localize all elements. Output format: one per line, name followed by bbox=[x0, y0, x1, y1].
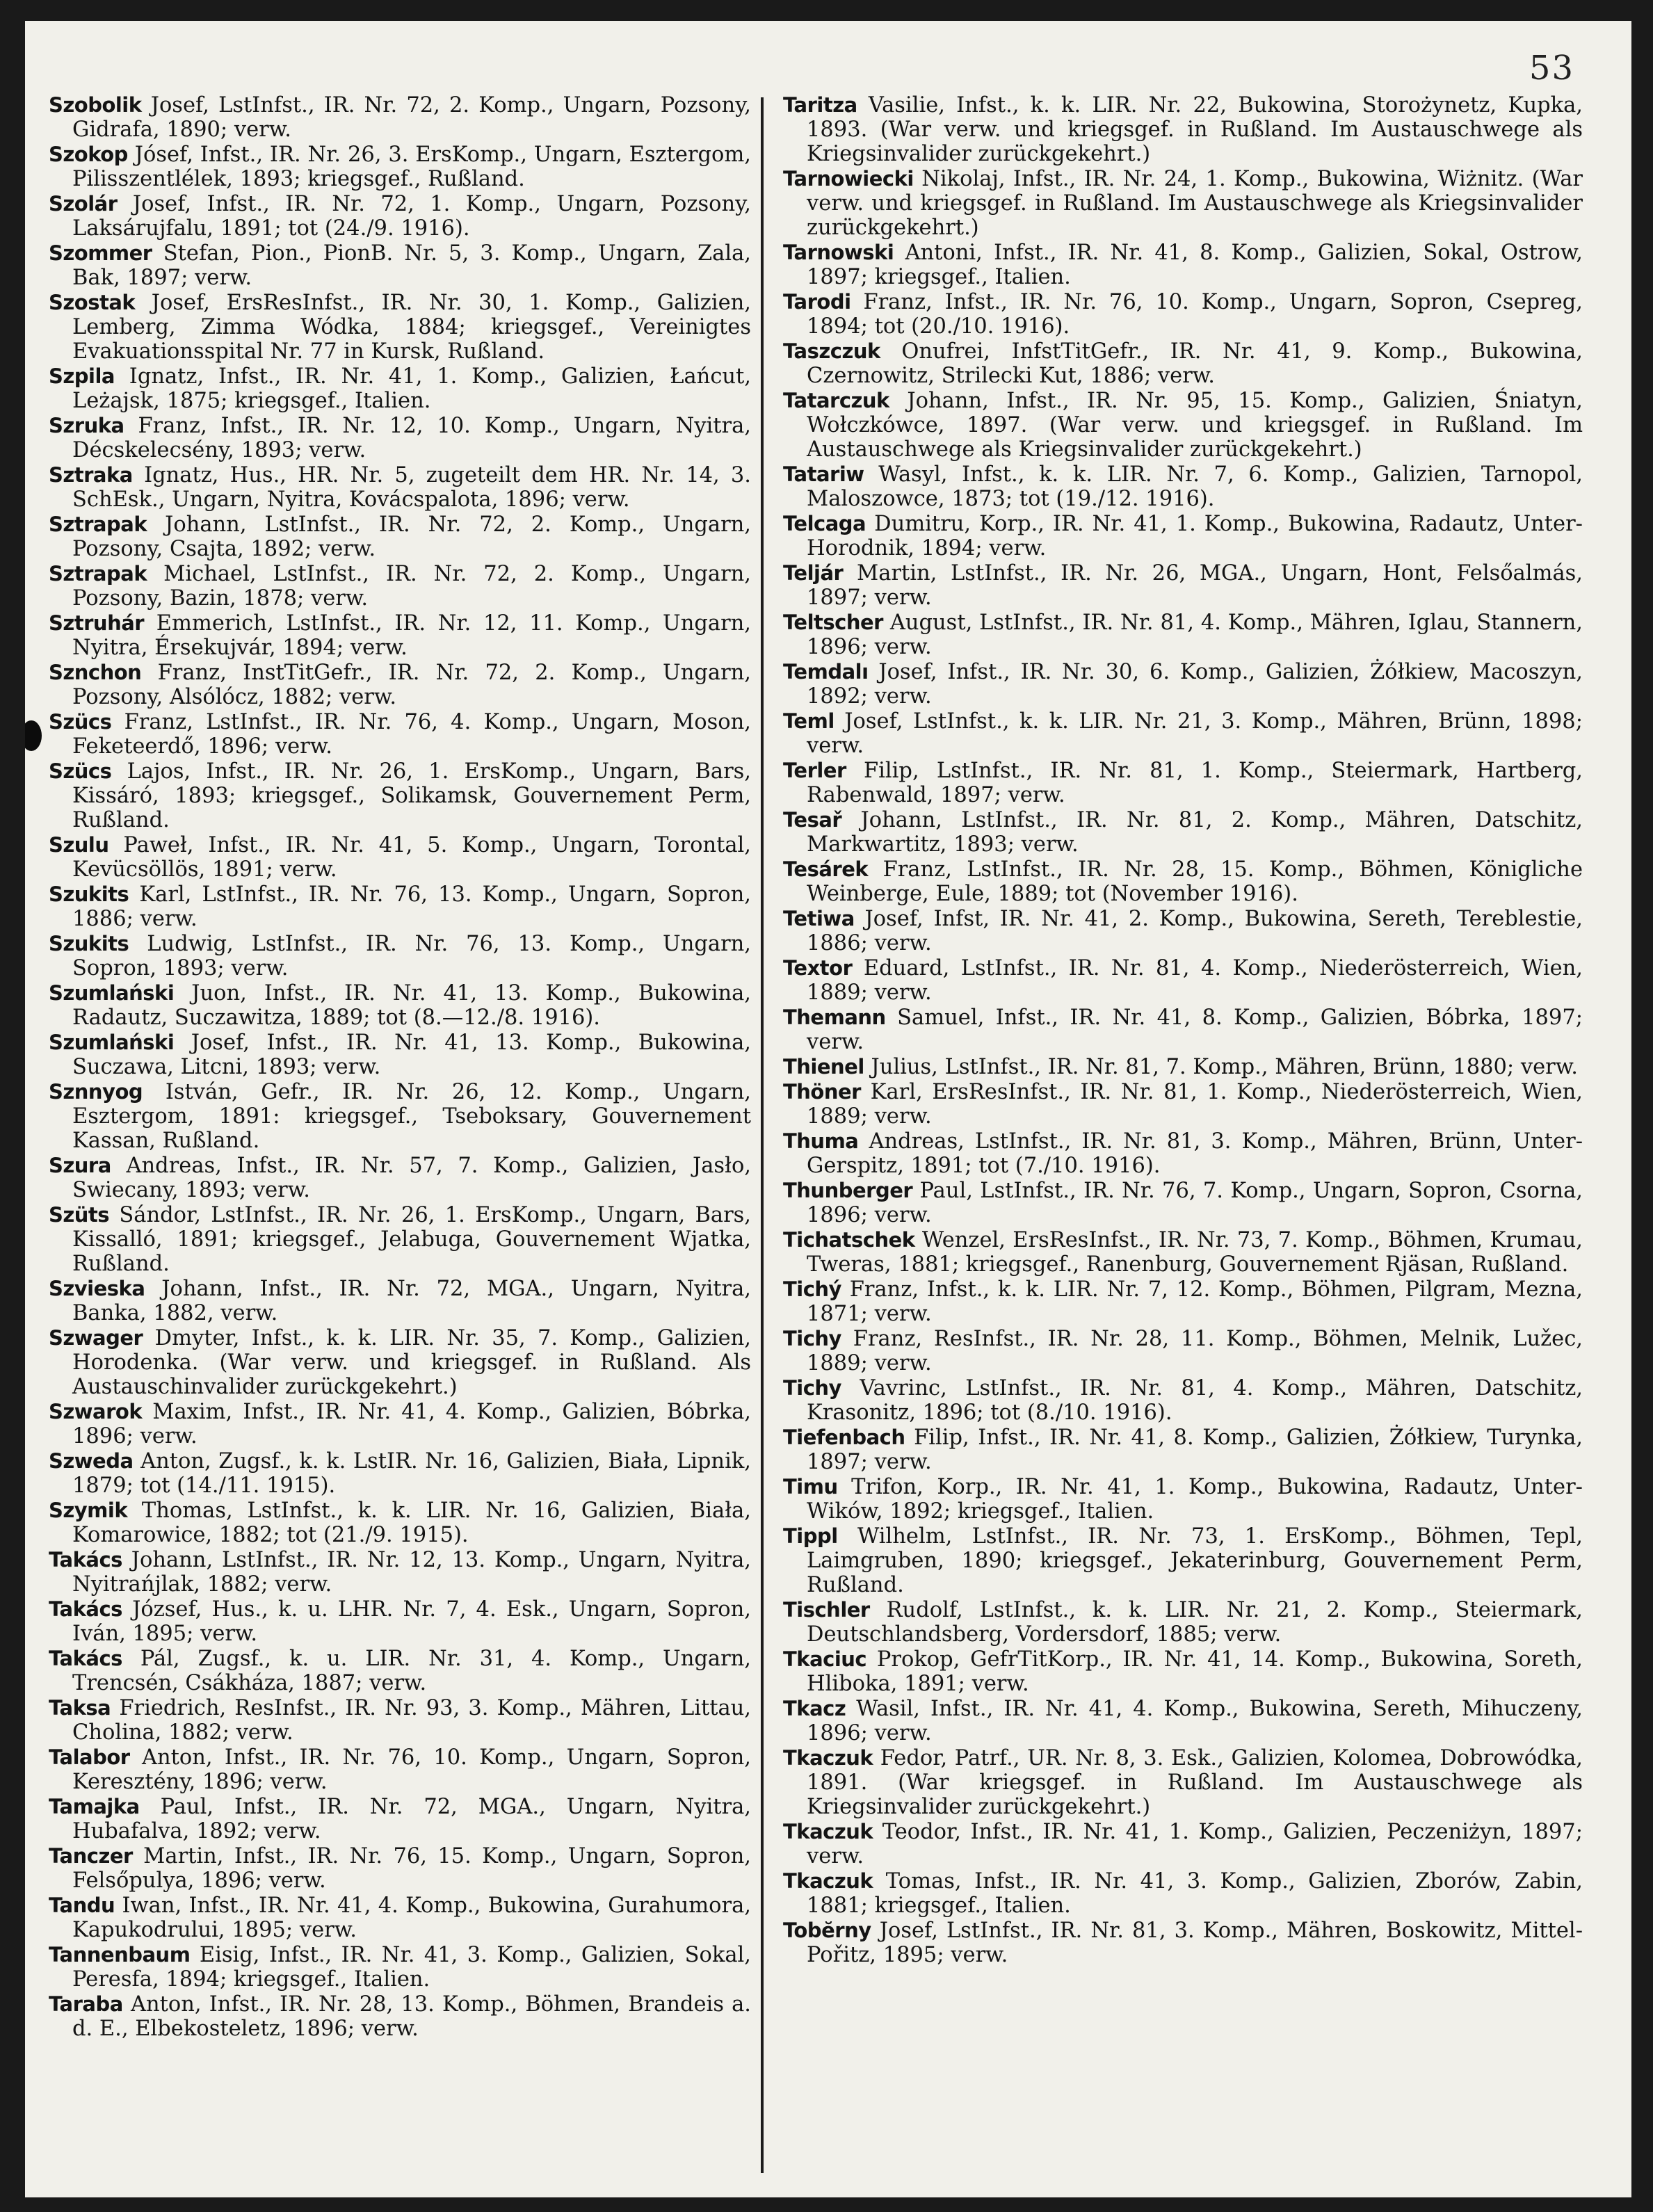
entry-details: Martin, LstInfst., IR. Nr. 26, MGA., Ungarn, Hont, Felsőalmás, 1897; verw. bbox=[807, 561, 1583, 610]
column-divider bbox=[761, 97, 764, 2173]
list-entry bbox=[783, 1129, 1583, 1178]
list-entry bbox=[783, 1746, 1583, 1819]
entry-surname: Szvieska bbox=[49, 1277, 145, 1300]
entry-surname: Timu bbox=[783, 1475, 838, 1499]
list-entry bbox=[49, 1894, 751, 1942]
entry-details: Paul, Infst., IR. Nr. 72, MGA., Ungarn, Nyitra, Hubafalva, 1892; verw. bbox=[72, 1795, 751, 1843]
entry-surname: Tesárek bbox=[783, 857, 869, 881]
list-entry bbox=[49, 661, 751, 709]
list-entry bbox=[49, 710, 751, 759]
entry-surname: Thuma bbox=[783, 1129, 859, 1153]
list-entry bbox=[783, 339, 1583, 388]
entry-surname: Szokop bbox=[49, 143, 128, 166]
entry-surname: Tichatschek bbox=[783, 1228, 915, 1252]
list-entry bbox=[783, 1697, 1583, 1745]
list-entry bbox=[49, 1597, 751, 1646]
list-entry bbox=[49, 1277, 751, 1325]
entry-surname: Sztruhár bbox=[49, 611, 145, 635]
entry-details: Franz, LstInfst., IR. Nr. 76, 4. Komp., Ungarn, Moson, Feketeerdő, 1896; verw. bbox=[72, 710, 751, 759]
entry-surname: Szymik bbox=[49, 1499, 128, 1522]
list-entry bbox=[49, 1943, 751, 1992]
list-entry bbox=[783, 611, 1583, 659]
entry-surname: Taksa bbox=[49, 1696, 111, 1720]
entry-details: Josef, Infst, IR. Nr. 41, 2. Komp., Bukowina, Sereth, Tereblestie, 1886; verw. bbox=[807, 907, 1583, 955]
entry-details: Maxim, Infst., IR. Nr. 41, 4. Komp., Galizien, Bóbrka, 1896; verw. bbox=[72, 1400, 751, 1448]
entry-details: Franz, Infst., IR. Nr. 76, 10. Komp., Ungarn, Sopron, Csepreg, 1894; tot (20./10. 1916). bbox=[807, 290, 1583, 339]
entry-surname: Szweda bbox=[49, 1449, 134, 1473]
entry-surname: Taszczuk bbox=[783, 339, 880, 363]
entry-surname: Tkaczuk bbox=[783, 1746, 873, 1770]
list-entry bbox=[49, 981, 751, 1030]
list-entry bbox=[49, 1031, 751, 1079]
list-entry bbox=[783, 1426, 1583, 1474]
entry-surname: Szpila bbox=[49, 364, 115, 388]
entry-surname: Tatarczuk bbox=[783, 389, 889, 412]
entry-surname: Szobolik bbox=[49, 93, 142, 117]
entry-details: Lajos, Infst., IR. Nr. 26, 1. ErsKomp., Ungarn, Bars, Kissáró, 1893; kriegsgef., Solikamsk, Gouvernement Perm, Rußland. bbox=[72, 759, 751, 832]
entry-surname: Szwarok bbox=[49, 1400, 143, 1423]
entry-details: Johann, LstInfst., IR. Nr. 81, 2. Komp., Mähren, Datschitz, Markwartitz, 1893; verw. bbox=[807, 808, 1583, 857]
entry-details: Eisig, Infst., IR. Nr. 41, 3. Komp., Galizien, Sokal, Peresfa, 1894; kriegsgef., Italien. bbox=[72, 1943, 751, 1992]
entry-details: Stefan, Pion., PionB. Nr. 5, 3. Komp., Ungarn, Zala, Bak, 1897; verw. bbox=[72, 241, 751, 290]
entry-details: Josef, Infst., IR. Nr. 41, 13. Komp., Bukowina, Suczawa, Litcni, 1893; verw. bbox=[72, 1031, 751, 1079]
entry-details: Andreas, Infst., IR. Nr. 57, 7. Komp., Galizien, Jasło, Swiecany, 1893; verw. bbox=[72, 1154, 751, 1202]
entry-details: Franz, LstInfst., IR. Nr. 28, 15. Komp., Böhmen, Königliche Weinberge, Eule, 1889; tot (November 1916). bbox=[807, 857, 1583, 906]
entry-details: Johann, LstInfst., IR. Nr. 72, 2. Komp., Ungarn, Pozsony, Csajta, 1892; verw. bbox=[72, 512, 751, 561]
list-entry bbox=[49, 143, 751, 191]
entry-surname: Szücs bbox=[49, 759, 112, 783]
entry-surname: Tetiwa bbox=[783, 907, 855, 930]
list-entry bbox=[49, 1795, 751, 1843]
list-entry bbox=[49, 241, 751, 290]
entry-details: Wenzel, ErsResInfst., IR. Nr. 73, 7. Komp., Böhmen, Krumau, Tweras, 1881; kriegsgef., Ranenburg, Gouvernement Rjäsan, Rußland. bbox=[807, 1228, 1583, 1277]
list-entry bbox=[783, 512, 1583, 560]
entry-details: Iwan, Infst., IR. Nr. 41, 4. Komp., Bukowina, Gurahumora, Kapukodrului, 1895; verw. bbox=[72, 1894, 751, 1942]
entry-surname: Tkaciuc bbox=[783, 1647, 867, 1671]
list-entry bbox=[783, 759, 1583, 807]
entry-details: Juon, Infst., IR. Nr. 41, 13. Komp., Bukowina, Radautz, Suczawitza, 1889; tot (8.—12./8. 1916). bbox=[72, 981, 751, 1030]
list-entry bbox=[49, 1647, 751, 1695]
entry-details: Paul, LstInfst., IR. Nr. 76, 7. Komp., Ungarn, Sopron, Csorna, 1896; verw. bbox=[807, 1179, 1583, 1227]
entry-details: Ludwig, LstInfst., IR. Nr. 76, 13. Komp., Ungarn, Sopron, 1893; verw. bbox=[72, 932, 751, 980]
entry-surname: Tichy bbox=[783, 1327, 841, 1350]
entry-details: Trifon, Korp., IR. Nr. 41, 1. Komp., Bukowina, Radautz, Unter-Wików, 1892; kriegsgef., Italien. bbox=[807, 1475, 1583, 1524]
entry-surname: Thienel bbox=[783, 1055, 864, 1079]
entry-details: Josef, LstInfst., k. k. LIR. Nr. 21, 3. Komp., Mähren, Brünn, 1898; verw. bbox=[807, 709, 1583, 758]
entry-surname: Tichy bbox=[783, 1376, 841, 1400]
entry-details: Franz, Infst., IR. Nr. 12, 10. Komp., Ungarn, Nyitra, Décskelecsény, 1893; verw. bbox=[72, 414, 751, 462]
entry-details: Ignatz, Hus., HR. Nr. 5, zugeteilt dem HR. Nr. 14, 3. SchEsk., Ungarn, Nyitra, Kovácspalota, 1896; verw. bbox=[72, 463, 751, 512]
list-entry bbox=[783, 1475, 1583, 1524]
entry-details: Josef, Infst., IR. Nr. 72, 1. Komp., Ungarn, Pozsony, Laksárujfalu, 1891; tot (24./9. 1916). bbox=[72, 192, 751, 241]
entry-details: István, Gefr., IR. Nr. 26, 12. Komp., Ungarn, Esztergom, 1891: kriegsgef., Tseboksary, Gouvernement Kassan, Rußland. bbox=[72, 1080, 751, 1153]
entry-surname: Textor bbox=[783, 956, 853, 980]
list-entry bbox=[783, 1820, 1583, 1868]
entry-details: Johann, Infst., IR. Nr. 95, 15. Komp., Galizien, Śniatyn, Wołczkówce, 1897. (War verw. und kriegsgef. in Rußland. Im Austauschwege als Kriegsinvalider zurückgekehrt.) bbox=[807, 389, 1583, 462]
entry-details: Dumitru, Korp., IR. Nr. 41, 1. Komp., Bukowina, Radautz, Unter-Horodnik, 1894; verw. bbox=[807, 512, 1583, 560]
page-number: 53 bbox=[1529, 49, 1574, 88]
list-entry bbox=[49, 833, 751, 882]
list-entry bbox=[49, 1696, 751, 1745]
right-column bbox=[783, 93, 1583, 1968]
entry-details: Friedrich, ResInfst., IR. Nr. 93, 3. Komp., Mähren, Littau, Cholina, 1882; verw. bbox=[72, 1696, 751, 1745]
list-entry bbox=[49, 512, 751, 561]
entry-details: József, Hus., k. u. LHR. Nr. 7, 4. Esk., Ungarn, Sopron, Iván, 1895; verw. bbox=[72, 1597, 751, 1646]
list-entry bbox=[783, 808, 1583, 857]
entry-details: Emmerich, LstInfst., IR. Nr. 12, 11. Komp., Ungarn, Nyitra, Érsekujvár, 1894; verw. bbox=[72, 611, 751, 660]
entry-surname: Tarnowiecki bbox=[783, 167, 914, 191]
entry-details: Pál, Zugsf., k. u. LIR. Nr. 31, 4. Komp., Ungarn, Trencsén, Csákháza, 1887; verw. bbox=[72, 1647, 751, 1695]
list-entry bbox=[49, 932, 751, 980]
entry-details: Nikolaj, Infst., IR. Nr. 24, 1. Komp., Bukowina, Wiżnitz. (War verw. und kriegsgef. in Rußland. Im Austauschwege als Kriegsinvalider zurückgekehrt.) bbox=[807, 167, 1583, 240]
list-entry bbox=[783, 93, 1583, 166]
entry-surname: Sznchon bbox=[49, 661, 142, 684]
entry-details: Franz, InstTitGefr., IR. Nr. 72, 2. Komp., Ungarn, Pozsony, Alsólócz, 1882; verw. bbox=[72, 661, 751, 709]
entry-surname: Szukits bbox=[49, 932, 129, 955]
list-entry bbox=[49, 1548, 751, 1597]
entry-details: August, LstInfst., IR. Nr. 81, 4. Komp., Mähren, Iglau, Stannern, 1896; verw. bbox=[807, 611, 1583, 659]
list-entry bbox=[783, 1228, 1583, 1277]
list-entry bbox=[783, 857, 1583, 906]
entry-surname: Themann bbox=[783, 1006, 886, 1029]
entry-surname: Tischler bbox=[783, 1598, 870, 1622]
entry-surname: Szumlański bbox=[49, 1031, 175, 1054]
book-page bbox=[25, 21, 1631, 2197]
entry-surname: Szwager bbox=[49, 1326, 143, 1350]
binding-hole bbox=[25, 720, 42, 751]
entry-details: Julius, LstInfst., IR. Nr. 81, 7. Komp., Mähren, Brünn, 1880; verw. bbox=[871, 1055, 1578, 1079]
entry-surname: Szulu bbox=[49, 833, 109, 857]
entry-surname: Teml bbox=[783, 709, 834, 733]
entry-details: Samuel, Infst., IR. Nr. 41, 8. Komp., Galizien, Bóbrka, 1897; verw. bbox=[807, 1006, 1583, 1054]
entry-surname: Szukits bbox=[49, 882, 129, 906]
entry-surname: Sztraka bbox=[49, 463, 133, 487]
list-entry bbox=[783, 561, 1583, 610]
entry-surname: Teltscher bbox=[783, 611, 883, 634]
list-entry bbox=[49, 1992, 751, 2041]
list-entry bbox=[49, 93, 751, 142]
entry-details: Karl, LstInfst., IR. Nr. 76, 13. Komp., Ungarn, Sopron, 1886; verw. bbox=[72, 882, 751, 931]
list-entry bbox=[49, 1203, 751, 1276]
entry-surname: Szumlański bbox=[49, 981, 175, 1005]
list-entry bbox=[783, 389, 1583, 462]
entry-details: Thomas, LstInfst., k. k. LIR. Nr. 16, Galizien, Biała, Komarowice, 1882; tot (21./9. 1915). bbox=[72, 1499, 751, 1547]
entry-surname: Tatariw bbox=[783, 462, 864, 486]
entry-surname: Szura bbox=[49, 1154, 111, 1177]
entry-surname: Tamajka bbox=[49, 1795, 140, 1818]
entry-surname: Szücs bbox=[49, 710, 112, 734]
entry-details: Karl, ErsResInfst., IR. Nr. 81, 1. Komp., Niederösterreich, Wien, 1889; verw. bbox=[807, 1080, 1583, 1129]
entry-details: Anton, Infst., IR. Nr. 76, 10. Komp., Ungarn, Sopron, Keresztény, 1896; verw. bbox=[72, 1745, 751, 1794]
entry-details: Wasyl, Infst., k. k. LIR. Nr. 7, 6. Komp., Galizien, Tarnopol, Maloszowce, 1873; tot (19./12. 1916). bbox=[807, 462, 1583, 511]
entry-surname: Szruka bbox=[49, 414, 124, 437]
list-entry bbox=[49, 364, 751, 413]
entry-details: Dmyter, Infst., k. k. LIR. Nr. 35, 7. Komp., Galizien, Horodenka. (War verw. und kriegsgef. in Rußland. Als Austauschinvalider zurückgekehrt.) bbox=[72, 1326, 751, 1399]
entry-surname: Tanczer bbox=[49, 1844, 133, 1868]
list-entry bbox=[783, 1919, 1583, 1967]
entry-surname: Thöner bbox=[783, 1080, 861, 1104]
list-entry bbox=[783, 1055, 1583, 1079]
entry-surname: Szostak bbox=[49, 291, 136, 314]
list-entry bbox=[783, 1277, 1583, 1326]
entry-surname: Szüts bbox=[49, 1203, 110, 1227]
entry-details: Anton, Zugsf., k. k. LstIR. Nr. 16, Galizien, Biała, Lipnik, 1879; tot (14./11. 1915). bbox=[72, 1449, 751, 1498]
list-entry bbox=[783, 956, 1583, 1005]
entry-surname: Telcaga bbox=[783, 512, 866, 535]
list-entry bbox=[49, 1400, 751, 1448]
list-entry bbox=[49, 759, 751, 832]
list-entry bbox=[783, 462, 1583, 511]
entry-details: Josef, LstInfst., IR. Nr. 81, 3. Komp., Mähren, Boskowitz, Mittel-Pořitz, 1895; verw. bbox=[807, 1919, 1583, 1967]
list-entry bbox=[49, 1154, 751, 1202]
entry-details: Vavrinc, LstInfst., IR. Nr. 81, 4. Komp., Mähren, Datschitz, Krasonitz, 1896; tot (8./10. 1916). bbox=[807, 1376, 1583, 1425]
entry-surname: Tannenbaum bbox=[49, 1943, 191, 1967]
entry-surname: Tobĕrny bbox=[783, 1919, 871, 1942]
entry-surname: Tarnowski bbox=[783, 241, 894, 264]
list-entry bbox=[49, 1080, 751, 1153]
entry-surname: Sztrapak bbox=[49, 562, 147, 586]
entry-surname: Szolár bbox=[49, 192, 118, 216]
entry-details: Wilhelm, LstInfst., IR. Nr. 73, 1. ErsKomp., Böhmen, Tepl, Laimgruben, 1890; kriegsgef., Jekaterinburg, Gouvernement Perm, Rußland. bbox=[807, 1524, 1583, 1597]
entry-surname: Tkacz bbox=[783, 1697, 846, 1720]
entry-details: Martin, Infst., IR. Nr. 76, 15. Komp., Ungarn, Sopron, Felsőpulya, 1896; verw. bbox=[72, 1844, 751, 1893]
list-entry bbox=[49, 1499, 751, 1547]
entry-details: Sándor, LstInfst., IR. Nr. 26, 1. ErsKomp., Ungarn, Bars, Kissalló, 1891; kriegsgef., Jelabuga, Gouvernement Wjatka, Rußland. bbox=[72, 1203, 751, 1276]
entry-surname: Tichý bbox=[783, 1277, 841, 1301]
entry-details: Filip, LstInfst., IR. Nr. 81, 1. Komp., Steiermark, Hartberg, Rabenwald, 1897; verw. bbox=[807, 759, 1583, 807]
entry-details: Franz, ResInfst., IR. Nr. 28, 11. Komp., Böhmen, Melnik, Lužec, 1889; verw. bbox=[807, 1327, 1583, 1375]
list-entry bbox=[49, 1449, 751, 1498]
entry-details: Jósef, Infst., IR. Nr. 26, 3. ErsKomp., Ungarn, Esztergom, Pilisszentlélek, 1893; kriegsgef., Rußland. bbox=[72, 143, 751, 191]
entry-details: Andreas, LstInfst., IR. Nr. 81, 3. Komp., Mähren, Brünn, Unter-Gerspitz, 1891; tot (7./10. 1916). bbox=[807, 1129, 1583, 1178]
entry-details: Onufrei, InfstTitGefr., IR. Nr. 41, 9. Komp., Bukowina, Czernowitz, Strilecki Kut, 1886; verw. bbox=[807, 339, 1583, 388]
list-entry bbox=[783, 709, 1583, 758]
entry-surname: Terler bbox=[783, 759, 846, 782]
entry-details: Eduard, LstInfst., IR. Nr. 81, 4. Komp., Niederösterreich, Wien, 1889; verw. bbox=[807, 956, 1583, 1005]
entry-details: Filip, Infst., IR. Nr. 41, 8. Komp., Galizien, Żółkiew, Turynka, 1897; verw. bbox=[807, 1426, 1583, 1474]
entry-surname: Tkaczuk bbox=[783, 1820, 873, 1843]
entry-details: Michael, LstInfst., IR. Nr. 72, 2. Komp., Ungarn, Pozsony, Bazin, 1878; verw. bbox=[72, 562, 751, 611]
entry-details: Josef, LstInfst., IR. Nr. 72, 2. Komp., Ungarn, Pozsony, Gidrafa, 1890; verw. bbox=[72, 93, 751, 142]
entry-surname: Taritza bbox=[783, 93, 857, 117]
entry-details: Anton, Infst., IR. Nr. 28, 13. Komp., Böhmen, Brandeis a. d. E., Elbekosteletz, 1896; verw. bbox=[72, 1992, 751, 2041]
list-entry bbox=[49, 291, 751, 364]
list-entry bbox=[783, 1179, 1583, 1227]
entry-details: Paweł, Infst., IR. Nr. 41, 5. Komp., Ungarn, Torontal, Kevücsöllös, 1891; verw. bbox=[72, 833, 751, 882]
list-entry bbox=[783, 1327, 1583, 1375]
entry-surname: Tarodi bbox=[783, 290, 851, 314]
entry-details: Josef, ErsResInfst., IR. Nr. 30, 1. Komp., Galizien, Lemberg, Zimma Wódka, 1884; kriegsgef., Vereinigtes Evakuationsspital Nr. 77 in Kursk, Rußland. bbox=[72, 291, 751, 364]
entry-details: Wasil, Infst., IR. Nr. 41, 4. Komp., Bukowina, Sereth, Mihuczeny, 1896; verw. bbox=[807, 1697, 1583, 1745]
entry-surname: Sztrapak bbox=[49, 512, 147, 536]
entry-details: Ignatz, Infst., IR. Nr. 41, 1. Komp., Galizien, Łańcut, Leżajsk, 1875; kriegsgef., Italien. bbox=[72, 364, 751, 413]
list-entry bbox=[49, 1326, 751, 1399]
list-entry bbox=[783, 1598, 1583, 1647]
list-entry bbox=[783, 167, 1583, 240]
entry-surname: Sznnyog bbox=[49, 1080, 143, 1104]
list-entry bbox=[783, 1869, 1583, 1918]
list-entry bbox=[49, 192, 751, 241]
list-entry bbox=[783, 1080, 1583, 1129]
list-entry bbox=[783, 241, 1583, 289]
entry-surname: Taraba bbox=[49, 1992, 123, 2016]
entry-surname: Teljár bbox=[783, 561, 844, 585]
list-entry bbox=[783, 1647, 1583, 1696]
entry-details: Josef, Infst., IR. Nr. 30, 6. Komp., Galizien, Żółkiew, Macoszyn, 1892; verw. bbox=[807, 660, 1583, 709]
entry-details: Teodor, Infst., IR. Nr. 41, 1. Komp., Galizien, Peczeniżyn, 1897; verw. bbox=[807, 1820, 1583, 1868]
entry-details: Antoni, Infst., IR. Nr. 41, 8. Komp., Galizien, Sokal, Ostrow, 1897; kriegsgef., Italien. bbox=[807, 241, 1583, 289]
list-entry bbox=[49, 463, 751, 512]
entry-surname: Takács bbox=[49, 1597, 122, 1621]
list-entry bbox=[49, 562, 751, 611]
entry-surname: Tippl bbox=[783, 1524, 838, 1548]
list-entry bbox=[783, 290, 1583, 339]
entry-surname: Temdalı bbox=[783, 660, 869, 684]
list-entry bbox=[783, 660, 1583, 709]
list-entry bbox=[49, 414, 751, 462]
entry-details: Tomas, Infst., IR. Nr. 41, 3. Komp., Galizien, Zborów, Zabin, 1881; kriegsgef., Italien. bbox=[807, 1869, 1583, 1918]
entry-details: Vasilie, Infst., k. k. LIR. Nr. 22, Bukowina, Storożynetz, Kupka, 1893. (War verw. und kriegsgef. in Rußland. Im Austauschwege als Kriegsinvalider zurückgekehrt.) bbox=[807, 93, 1583, 166]
left-column bbox=[49, 93, 751, 2042]
entry-details: Johann, Infst., IR. Nr. 72, MGA., Ungarn, Nyitra, Banka, 1882, verw. bbox=[72, 1277, 751, 1325]
entry-surname: Thunberger bbox=[783, 1179, 913, 1202]
entry-details: Prokop, GefrTitKorp., IR. Nr. 41, 14. Komp., Bukowina, Soreth, Hliboka, 1891; verw. bbox=[807, 1647, 1583, 1696]
list-entry bbox=[49, 611, 751, 660]
entry-surname: Tesař bbox=[783, 808, 842, 832]
entry-details: Rudolf, LstInfst., k. k. LIR. Nr. 21, 2. Komp., Steiermark, Deutschlandsberg, Vordersdorf, 1885; verw. bbox=[807, 1598, 1583, 1647]
list-entry bbox=[783, 907, 1583, 955]
entry-surname: Tkaczuk bbox=[783, 1869, 873, 1893]
list-entry bbox=[49, 1745, 751, 1794]
list-entry bbox=[783, 1524, 1583, 1597]
entry-surname: Tandu bbox=[49, 1894, 115, 1917]
list-entry bbox=[783, 1376, 1583, 1425]
entry-details: Franz, Infst., k. k. LIR. Nr. 7, 12. Komp., Böhmen, Pilgram, Mezna, 1871; verw. bbox=[807, 1277, 1583, 1326]
entry-surname: Takács bbox=[49, 1647, 122, 1670]
list-entry bbox=[783, 1006, 1583, 1054]
list-entry bbox=[49, 882, 751, 931]
entry-details: Johann, LstInfst., IR. Nr. 12, 13. Komp., Ungarn, Nyitra, Nyitrańjlak, 1882; verw. bbox=[72, 1548, 751, 1597]
entry-surname: Takács bbox=[49, 1548, 122, 1572]
entry-details: Fedor, Patrf., UR. Nr. 8, 3. Esk., Galizien, Kolomea, Dobrowódka, 1891. (War kriegsgef. in Rußland. Im Austauschwege als Kriegsinvalider zurückgekehrt.) bbox=[807, 1746, 1583, 1819]
list-entry bbox=[49, 1844, 751, 1893]
entry-surname: Talabor bbox=[49, 1745, 130, 1769]
entry-surname: Tiefenbach bbox=[783, 1426, 905, 1449]
entry-surname: Szommer bbox=[49, 241, 152, 265]
